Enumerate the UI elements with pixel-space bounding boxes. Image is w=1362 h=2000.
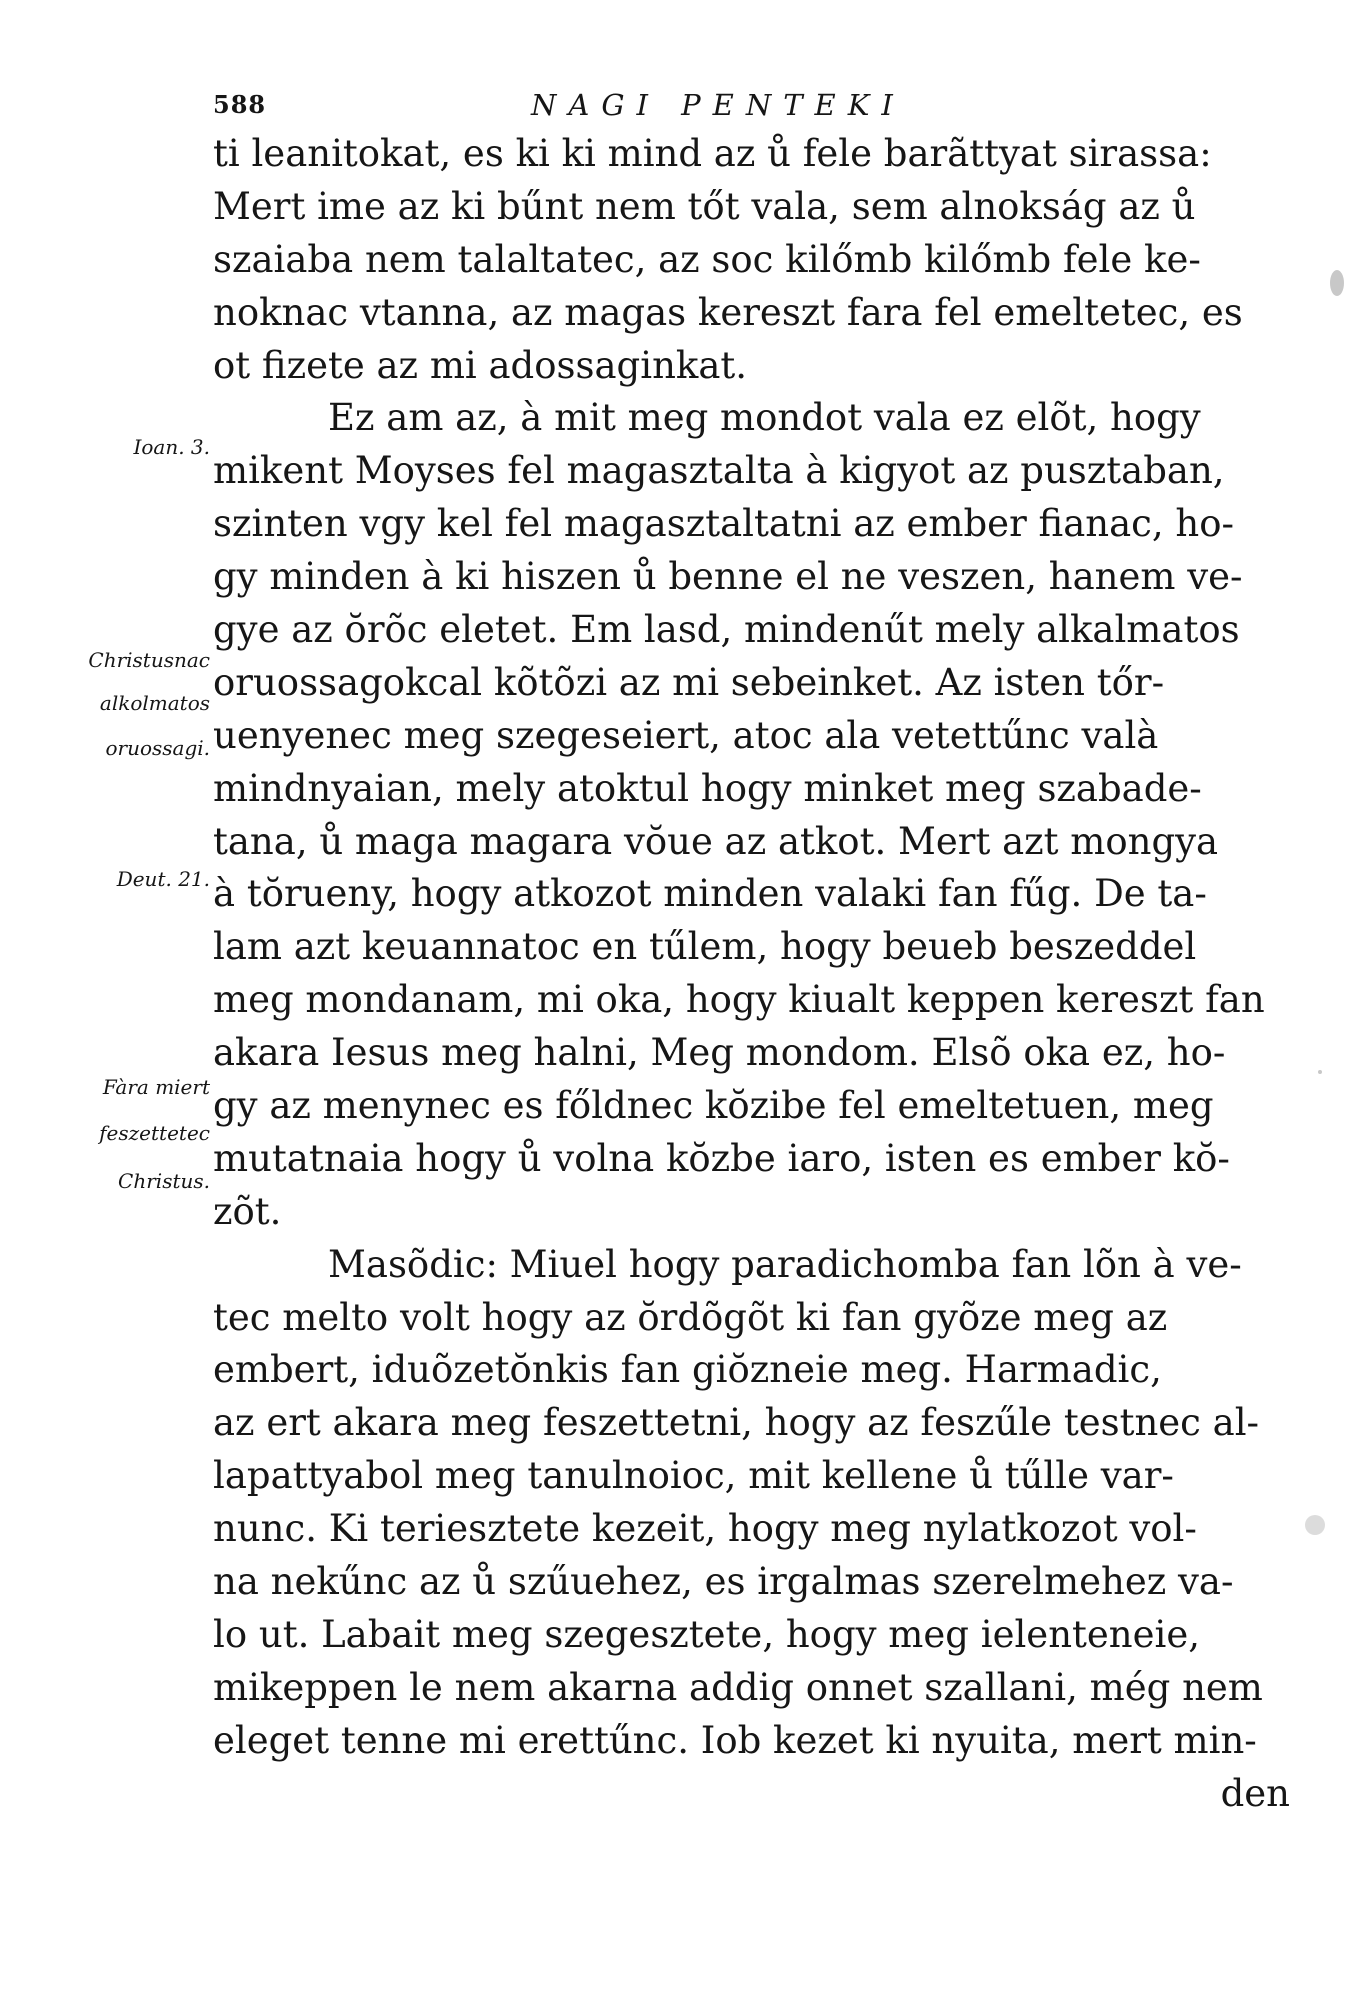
running-head: NAGI PENTEKI	[531, 88, 905, 122]
margin-note-line: oruossagi.	[105, 736, 210, 760]
text-line: meg mondanam, mi oka, hogy kiualt keppen kereszt fan	[213, 978, 1265, 1022]
text-line: gy minden à ki hiszen ů benne el ne veszen, hanem ve-	[213, 555, 1243, 599]
text-line: lapattyabol meg tanulnoioc, mit kellene ů tűlle var-	[213, 1454, 1174, 1498]
text-line: na nekűnc az ů szűuehez, es irgalmas szerelmehez va-	[213, 1560, 1234, 1604]
text-line: mikeppen le nem akarna addig onnet szallani, még nem	[213, 1665, 1263, 1709]
margin-note-line: Christus.	[118, 1169, 210, 1193]
text-line: zõt.	[213, 1189, 282, 1233]
text-line: szinten vgy kel fel magasztaltatni az ember fianac, ho-	[213, 502, 1235, 546]
text-line: ti leanitokat, es ki ki mind az ů fele barãttyat sirassa:	[213, 132, 1212, 175]
text-line: lo ut. Labait meg szegesztete, hogy meg ielenteneie,	[213, 1612, 1201, 1656]
margin-note-line: alkolmatos	[99, 691, 210, 715]
body-text	[213, 128, 1298, 1821]
catchword: den	[1220, 1771, 1290, 1815]
paragraph-start-line: Ez am az, à mit meg mondot vala ez elõt, hogy	[328, 396, 1201, 440]
text-line: noknac vtanna, az magas kereszt fara fel emeltetec, es	[213, 290, 1243, 334]
text-line: uenyenec meg szegeseiert, atoc ala vetettűnc valà	[213, 713, 1159, 757]
text-line: szaiaba nem talaltatec, az soc kilőmb kilőmb fele ke-	[213, 237, 1201, 281]
text-line: Mert ime az ki bűnt nem tőt vala, sem alnokság az ů	[213, 184, 1196, 228]
page-number: 588	[213, 90, 267, 119]
text-line: ot fizete az mi adossaginkat.	[213, 343, 748, 387]
text-line: tec melto volt hogy az ŏrdõgõt ki fan gyõze meg az	[213, 1295, 1168, 1339]
text-line: mindnyaian, mely atoktul hogy minket meg szabade-	[213, 766, 1202, 810]
margin-note-line: feszettetec	[99, 1121, 210, 1145]
page-header	[213, 88, 1273, 128]
text-line: gy az menynec es főldnec kŏzibe fel emeltetuen, meg	[213, 1084, 1214, 1128]
text-line: lam azt keuannatoc en tűlem, hogy beueb beszeddel	[213, 925, 1197, 969]
text-line: eleget tenne mi erettűnc. Iob kezet ki nyuita, mert min-	[213, 1718, 1257, 1762]
margin-note-line: Christusnac	[88, 648, 210, 672]
text-line: tana, ů maga magara vŏue az atkot. Mert azt mongya	[213, 819, 1219, 863]
text-line: mikent Moyses fel magasztalta à kigyot az pusztaban,	[213, 449, 1225, 493]
text-line: nunc. Ki teriesztete kezeit, hogy meg nylatkozot vol-	[213, 1507, 1197, 1551]
text-line: oruossagokcal kõtõzi az mi sebeinket. Az isten tőr-	[213, 660, 1165, 704]
text-line: embert, iduõzetŏnkis fan giŏzneie meg. Harmadic,	[213, 1348, 1162, 1392]
text-line: akara Iesus meg halni, Meg mondom. Elsõ oka ez, ho-	[213, 1031, 1226, 1075]
text-line: à tŏrueny, hogy atkozot minden valaki fan fűg. De ta-	[213, 872, 1207, 916]
paper-speck	[1330, 270, 1344, 296]
text-line: gye az ŏrõc eletet. Em lasd, mindenűt mely alkalmatos	[213, 608, 1240, 652]
margin-note-scripture-ref: Deut. 21.	[116, 867, 210, 891]
text-line: mutatnaia hogy ů volna kŏzbe iaro, isten es ember kŏ-	[213, 1136, 1230, 1180]
text-line: az ert akara meg feszettetni, hogy az feszűle testnec al-	[213, 1401, 1260, 1445]
margin-note-line: Fàra miert	[102, 1075, 210, 1099]
margin-note-scripture-ref: Ioan. 3.	[133, 435, 210, 459]
paper-speck	[1305, 1515, 1325, 1535]
paper-speck	[1318, 1070, 1322, 1074]
paragraph-start-line: Masõdic: Miuel hogy paradichomba fan lõn à ve-	[328, 1242, 1242, 1286]
